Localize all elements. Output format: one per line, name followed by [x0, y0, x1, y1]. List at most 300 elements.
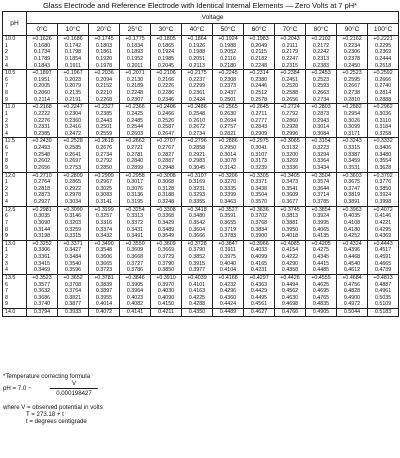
voltage-cell: 0.2721 — [120, 145, 151, 152]
voltage-cell: 0.3794 — [27, 309, 58, 317]
voltage-cell: +0.2175 — [182, 70, 213, 77]
voltage-cell: 0.3677 — [275, 199, 306, 206]
voltage-cell: 0.3632 — [27, 288, 58, 295]
voltage-cell: 0.2520 — [275, 83, 306, 90]
voltage-cell: 0.3764 — [58, 288, 89, 295]
voltage-cell: +0.2453 — [306, 70, 337, 77]
voltage-cell: +0.2707 — [151, 138, 182, 145]
voltage-cell: 0.3431 — [120, 227, 151, 234]
table-row — [3, 227, 399, 234]
header-row-temperatures — [3, 24, 399, 36]
voltage-cell: 0.3596 — [58, 267, 89, 274]
voltage-cell: 0.3223 — [306, 145, 337, 152]
table-row — [3, 152, 399, 159]
voltage-cell: 0.2248 — [120, 90, 151, 97]
voltage-cell: +0.1775 — [120, 36, 151, 43]
voltage-cell: +0.2886 — [213, 138, 244, 145]
voltage-cell: 0.3900 — [244, 233, 275, 240]
ph-column-header: pH — [3, 12, 27, 36]
voltage-cell: 0.2485 — [120, 118, 151, 125]
table-row — [3, 83, 399, 90]
footnote-where-line: where V = observed potential in volts — [3, 404, 103, 411]
voltage-cell: 0.4222 — [275, 254, 306, 261]
voltage-cell: 0.2734 — [89, 152, 120, 159]
voltage-cell: 0.3531 — [337, 165, 368, 172]
voltage-cell: +0.2958 — [120, 172, 151, 179]
voltage-cell: +0.2036 — [89, 70, 120, 77]
voltage-cell: 0.3257 — [89, 213, 120, 220]
voltage-cell: 0.1854 — [58, 56, 89, 63]
voltage-cell: 0.3173 — [244, 158, 275, 165]
voltage-cell: 0.4090 — [151, 295, 182, 302]
voltage-cell: +0.1924 — [213, 36, 244, 43]
voltage-cell: +0.4555 — [306, 274, 337, 281]
voltage-cell: 0.2172 — [306, 43, 337, 50]
voltage-cell: 0.2548 — [27, 152, 58, 159]
table-row — [3, 43, 399, 50]
temperature-header: 20°C — [89, 24, 120, 36]
voltage-cell: 0.2810 — [337, 97, 368, 104]
voltage-cell: +0.3504 — [306, 172, 337, 179]
ph-cell: 12.5 — [3, 206, 27, 213]
voltage-cell: 0.2299 — [182, 83, 213, 90]
voltage-cell: 0.3083 — [89, 192, 120, 199]
voltage-cell: 0.4739 — [368, 267, 399, 274]
voltage-cell: 0.2734 — [306, 97, 337, 104]
voltage-cell: 0.2308 — [213, 77, 244, 84]
voltage-cell: 0.4296 — [213, 288, 244, 295]
voltage-cell: 0.2928 — [275, 124, 306, 131]
temperature-header: 60°C — [244, 24, 275, 36]
voltage-cell: 0.4135 — [306, 233, 337, 240]
voltage-cell: 0.2757 — [213, 124, 244, 131]
voltage-cell: 0.3554 — [368, 158, 399, 165]
voltage-cell: 0.2295 — [368, 43, 399, 50]
voltage-cell: 0.2559 — [89, 131, 120, 138]
voltage-cell: 0.3017 — [120, 179, 151, 186]
table-row — [3, 254, 399, 261]
voltage-cell: 0.3719 — [213, 227, 244, 234]
voltage-cell: 0.2437 — [213, 90, 244, 97]
voltage-cell: 0.3542 — [182, 220, 213, 227]
voltage-cell: 0.3998 — [368, 199, 399, 206]
voltage-cell: 0.2182 — [244, 56, 275, 63]
voltage-cell: +0.4039 — [182, 274, 213, 281]
voltage-cell: 0.1988 — [182, 49, 213, 56]
voltage-cell: 0.4765 — [306, 295, 337, 302]
temperature-header: 25°C — [120, 24, 151, 36]
voltage-cell: 0.3099 — [337, 124, 368, 131]
voltage-cell: 0.3995 — [306, 220, 337, 227]
voltage-cell: 0.4108 — [337, 220, 368, 227]
voltage-cell: 0.4033 — [244, 247, 275, 254]
table-row — [3, 301, 399, 308]
voltage-cell: +0.2314 — [244, 70, 275, 77]
voltage-cell: 0.2501 — [213, 97, 244, 104]
voltage-cell: 0.4165 — [244, 261, 275, 268]
voltage-cell: 0.2544 — [120, 124, 151, 131]
voltage-cell: 0.4035 — [337, 213, 368, 220]
voltage-cell: 0.2385 — [89, 111, 120, 118]
voltage-cell: 0.4345 — [306, 254, 337, 261]
voltage-cell: 0.3203 — [58, 220, 89, 227]
voltage-cell: 0.2656 — [275, 97, 306, 104]
ph-cell: 11.0 — [3, 104, 27, 111]
voltage-header: Voltage — [27, 12, 399, 24]
voltage-cell: 0.3897 — [89, 288, 120, 295]
voltage-cell: +0.3065 — [275, 138, 306, 145]
voltage-cell: 0.2247 — [275, 56, 306, 63]
table-row — [3, 267, 399, 274]
voltage-cell: 0.4099 — [244, 254, 275, 261]
voltage-cell: 0.2647 — [151, 131, 182, 138]
voltage-cell: 0.2226 — [151, 83, 182, 90]
table-row — [3, 240, 399, 247]
voltage-cell: 0.4835 — [306, 301, 337, 308]
voltage-cell: 0.2588 — [275, 90, 306, 97]
voltage-cell: 0.3371 — [244, 179, 275, 186]
voltage-cell: 0.2424 — [182, 97, 213, 104]
voltage-cell: 0.2451 — [275, 77, 306, 84]
voltage-cell: 0.3198 — [27, 233, 58, 240]
voltage-cell: 0.2954 — [337, 111, 368, 118]
formula-numerator: V — [71, 380, 77, 387]
footnote-title: *Temperature correcting formula — [3, 373, 91, 380]
voltage-cell: +0.4168 — [213, 274, 244, 281]
voltage-cell: 0.3591 — [213, 213, 244, 220]
voltage-cell: 0.3852 — [182, 254, 213, 261]
voltage-cell: 0.3136 — [120, 192, 151, 199]
ph-cell: 6 — [3, 213, 27, 220]
table-row — [3, 104, 399, 111]
voltage-cell: 0.3434 — [306, 165, 337, 172]
voltage-cell: 0.4211 — [151, 309, 182, 317]
voltage-cell: 0.3911 — [213, 247, 244, 254]
voltage-cell: 0.2818 — [27, 186, 58, 193]
voltage-cell: 0.3609 — [275, 192, 306, 199]
table-row — [3, 97, 399, 104]
voltage-cell: 0.4030 — [151, 288, 182, 295]
voltage-cell: 0.3146 — [58, 213, 89, 220]
table-row — [3, 261, 399, 268]
voltage-cell: 0.2425 — [120, 111, 151, 118]
voltage-cell: 0.3293 — [182, 192, 213, 199]
table-row — [3, 145, 399, 152]
voltage-cell: 0.3025 — [89, 186, 120, 193]
voltage-cell: 0.4625 — [306, 282, 337, 289]
voltage-cell: +0.3966 — [244, 240, 275, 247]
temperature-header: 100°C — [368, 24, 399, 36]
voltage-cell: 0.2383 — [306, 63, 337, 70]
voltage-cell: 0.3790 — [151, 261, 182, 268]
voltage-cell: 0.3675 — [337, 179, 368, 186]
ph-cell: 3 — [3, 261, 27, 268]
voltage-cell: 0.2179 — [275, 49, 306, 56]
ph-cell: 2 — [3, 254, 27, 261]
voltage-cell: 0.3850 — [151, 267, 182, 274]
voltage-cell: 0.3821 — [58, 295, 89, 302]
voltage-cell: 0.2466 — [151, 111, 182, 118]
voltage-cell: 0.3668 — [120, 254, 151, 261]
voltage-cell: 0.3669 — [151, 247, 182, 254]
voltage-cell: +0.3371 — [58, 240, 89, 247]
voltage-cell: 0.4369 — [368, 233, 399, 240]
voltage-cell: 0.3188 — [151, 192, 182, 199]
voltage-cell: 0.3335 — [213, 186, 244, 193]
table-row — [3, 172, 399, 179]
voltage-cell: 0.2676 — [89, 145, 120, 152]
voltage-cell: 0.3084 — [306, 131, 337, 138]
table-row — [3, 199, 399, 206]
voltage-cell: 0.2060 — [27, 90, 58, 97]
voltage-cell: 0.3504 — [244, 192, 275, 199]
ph-cell: 8 — [3, 227, 27, 234]
voltage-cell: 0.2967 — [89, 179, 120, 186]
voltage-cell: +0.2245 — [213, 70, 244, 77]
voltage-cell: 0.2116 — [213, 56, 244, 63]
voltage-cell: 0.1893 — [120, 49, 151, 56]
voltage-cell: 0.3655 — [213, 220, 244, 227]
voltage-cell: 0.4154 — [275, 247, 306, 254]
voltage-cell: 0.2858 — [182, 145, 213, 152]
formula-lhs: pH = 7.0 − — [3, 385, 32, 392]
voltage-cell: 0.2130 — [120, 77, 151, 84]
voltage-cell: +0.3527 — [213, 206, 244, 213]
ph-cell: 7 — [3, 83, 27, 90]
voltage-cell: +0.2645 — [244, 104, 275, 111]
table-row — [3, 309, 399, 317]
voltage-cell: 0.4612 — [337, 267, 368, 274]
voltage-cell: 0.2922 — [58, 186, 89, 193]
voltage-cell: +0.3702 — [368, 172, 399, 179]
table-row — [3, 118, 399, 125]
ph-cell: 8 — [3, 158, 27, 165]
voltage-cell: 0.4485 — [306, 267, 337, 274]
ph-cell: 7 — [3, 152, 27, 159]
voltage-cell: 0.2242 — [306, 49, 337, 56]
voltage-cell: 0.2307 — [120, 97, 151, 104]
voltage-cell: 0.2578 — [244, 97, 275, 104]
voltage-cell: 0.3171 — [337, 131, 368, 138]
voltage-cell: 0.3606 — [89, 254, 120, 261]
voltage-cell: 0.4225 — [182, 295, 213, 302]
voltage-cell: 0.2385 — [27, 131, 58, 138]
voltage-cell: 0.3877 — [58, 301, 89, 308]
voltage-cell: 0.2049 — [244, 43, 275, 50]
voltage-cell: 0.4695 — [306, 288, 337, 295]
voltage-cell: 0.2237 — [182, 77, 213, 84]
voltage-cell: 0.3132 — [275, 145, 306, 152]
voltage-cell: 0.3313 — [120, 213, 151, 220]
voltage-cell: 0.1861 — [89, 49, 120, 56]
voltage-cell: 0.4363 — [244, 282, 275, 289]
voltage-cell: 0.2450 — [337, 63, 368, 70]
voltage-cell: 0.1803 — [89, 43, 120, 50]
voltage-cell: +0.3243 — [337, 138, 368, 145]
voltage-cell: 0.2306 — [337, 49, 368, 56]
voltage-cell: 0.2948 — [151, 165, 182, 172]
voltage-cell: 0.3813 — [275, 213, 306, 220]
voltage-cell: 0.2501 — [89, 124, 120, 131]
voltage-cell: 0.2850 — [89, 165, 120, 172]
voltage-cell: +0.3405 — [275, 172, 306, 179]
table-row — [3, 111, 399, 118]
voltage-cell: 0.1978 — [89, 63, 120, 70]
voltage-cell: 0.4905 — [306, 309, 337, 317]
voltage-cell: +0.2710 — [27, 172, 58, 179]
voltage-cell: 0.2767 — [151, 145, 182, 152]
voltage-cell: +0.2565 — [213, 104, 244, 111]
voltage-cell: +0.2909 — [89, 172, 120, 179]
voltage-cell: 0.4495 — [244, 295, 275, 302]
voltage-cell: 0.2764 — [27, 179, 58, 186]
voltage-cell: +0.3523 — [27, 274, 58, 281]
voltage-cell: 0.2005 — [27, 83, 58, 90]
voltage-cell: 0.3850 — [368, 186, 399, 193]
ph-cell: 13.5 — [3, 274, 27, 281]
temperature-header: 80°C — [306, 24, 337, 36]
temperature-header: 40°C — [182, 24, 213, 36]
voltage-cell: 0.3729 — [151, 254, 182, 261]
voltage-cell: 0.2023 — [58, 77, 89, 84]
voltage-cell: +0.2486 — [182, 104, 213, 111]
voltage-cell: 0.2051 — [182, 56, 213, 63]
voltage-cell: 0.2978 — [58, 192, 89, 199]
voltage-cell: 0.3924 — [306, 213, 337, 220]
voltage-cell: +0.2592 — [368, 70, 399, 77]
voltage-cell: 0.1911 — [58, 63, 89, 70]
voltage-cell: +0.3728 — [182, 240, 213, 247]
voltage-cell: 0.3484 — [58, 254, 89, 261]
voltage-cell: 0.4288 — [182, 301, 213, 308]
voltage-cell: 0.2950 — [213, 145, 244, 152]
voltage-cell: +0.3847 — [213, 240, 244, 247]
voltage-cell: +0.2975 — [244, 138, 275, 145]
voltage-cell: 0.4018 — [275, 233, 306, 240]
voltage-cell: +0.3781 — [89, 274, 120, 281]
voltage-cell: +0.3550 — [120, 240, 151, 247]
voltage-cell: 0.4221 — [368, 220, 399, 227]
voltage-cell: 0.3374 — [89, 227, 120, 234]
header-row-voltage — [3, 12, 399, 24]
voltage-cell: 0.3747 — [337, 186, 368, 193]
temperature-header: 0°C — [27, 24, 58, 36]
voltage-cell: 0.2860 — [275, 118, 306, 125]
voltage-cell: 0.4350 — [182, 309, 213, 317]
voltage-cell: 0.3169 — [182, 179, 213, 186]
voltage-cell: 0.4468 — [337, 254, 368, 261]
voltage-cell: 0.3776 — [368, 179, 399, 186]
voltage-cell: 0.2378 — [337, 56, 368, 63]
voltage-cell: +0.3609 — [151, 240, 182, 247]
voltage-cell: 0.2738 — [337, 90, 368, 97]
table-row — [3, 158, 399, 165]
voltage-cell: 0.3665 — [89, 261, 120, 268]
voltage-cell: 0.4232 — [213, 282, 244, 289]
voltage-cell: 0.2360 — [58, 118, 89, 125]
voltage-cell: 0.3041 — [244, 145, 275, 152]
voltage-cell: +0.2162 — [337, 36, 368, 43]
voltage-cell: 0.1926 — [182, 43, 213, 50]
voltage-cell: +0.2102 — [306, 36, 337, 43]
table-row — [3, 49, 399, 56]
voltage-cell: 0.2286 — [151, 90, 182, 97]
voltage-cell: 0.3270 — [213, 179, 244, 186]
voltage-cell: 0.3609 — [120, 247, 151, 254]
voltage-cell: 0.2792 — [89, 158, 120, 165]
voltage-cell: 0.2603 — [120, 131, 151, 138]
voltage-cell: 0.2996 — [275, 131, 306, 138]
voltage-cell: 0.3480 — [368, 152, 399, 159]
voltage-cell: +0.3963 — [337, 206, 368, 213]
voltage-cell: +0.2327 — [89, 104, 120, 111]
voltage-cell: 0.2672 — [182, 124, 213, 131]
voltage-cell: 0.3294 — [306, 152, 337, 159]
ph-cell: 3 — [3, 192, 27, 199]
voltage-cell: 0.3708 — [58, 282, 89, 289]
voltage-cell: 0.3036 — [368, 111, 399, 118]
voltage-cell: +0.3745 — [275, 206, 306, 213]
voltage-cell: +0.4205 — [306, 240, 337, 247]
voltage-cell: 0.4014 — [89, 301, 120, 308]
voltage-cell: 0.2113 — [182, 63, 213, 70]
table-row — [3, 90, 399, 97]
voltage-cell: +0.3418 — [182, 206, 213, 213]
voltage-cell: 0.3915 — [182, 261, 213, 268]
table-row — [3, 124, 399, 131]
ph-cell: 9 — [3, 301, 27, 308]
voltage-cell: 0.2792 — [275, 111, 306, 118]
table-row — [3, 36, 399, 43]
voltage-cell: 0.2694 — [213, 118, 244, 125]
voltage-cell: +0.3090 — [58, 206, 89, 213]
table-row — [3, 131, 399, 138]
voltage-cell: 0.4146 — [368, 213, 399, 220]
voltage-cell: 0.2610 — [182, 118, 213, 125]
voltage-cell: 0.4562 — [275, 288, 306, 295]
voltage-cell: 0.3644 — [306, 186, 337, 193]
voltage-cell: 0.3315 — [337, 145, 368, 152]
table-row — [3, 213, 399, 220]
voltage-cell: +0.3854 — [306, 206, 337, 213]
voltage-cell: 0.1734 — [27, 49, 58, 56]
voltage-table — [2, 11, 399, 317]
table-row — [3, 247, 399, 254]
table-row — [3, 282, 399, 289]
voltage-cell: 0.1924 — [151, 49, 182, 56]
voltage-cell: 0.2827 — [151, 152, 182, 159]
voltage-cell: 0.2943 — [306, 118, 337, 125]
voltage-cell: 0.4415 — [306, 261, 337, 268]
voltage-cell: 0.3014 — [306, 124, 337, 131]
voltage-cell: 0.2111 — [275, 43, 306, 50]
voltage-cell: 0.4972 — [337, 301, 368, 308]
voltage-cell: 0.4429 — [244, 288, 275, 295]
voltage-cell: +0.3332 — [368, 138, 399, 145]
voltage-cell: 0.2313 — [306, 56, 337, 63]
voltage-cell: 0.3107 — [244, 152, 275, 159]
voltage-cell: 0.2361 — [182, 90, 213, 97]
voltage-cell: +0.2662 — [120, 138, 151, 145]
voltage-cell: 0.4698 — [275, 301, 306, 308]
voltage-cell: +0.3910 — [151, 274, 182, 281]
voltage-cell: 0.3141 — [89, 199, 120, 206]
footnote-t-line: T = 273.18 + t — [26, 411, 64, 418]
voltage-cell: 0.4630 — [275, 295, 306, 302]
voltage-cell: 0.2777 — [244, 118, 275, 125]
voltage-cell: 0.4887 — [368, 282, 399, 289]
voltage-cell: +0.3008 — [151, 172, 182, 179]
